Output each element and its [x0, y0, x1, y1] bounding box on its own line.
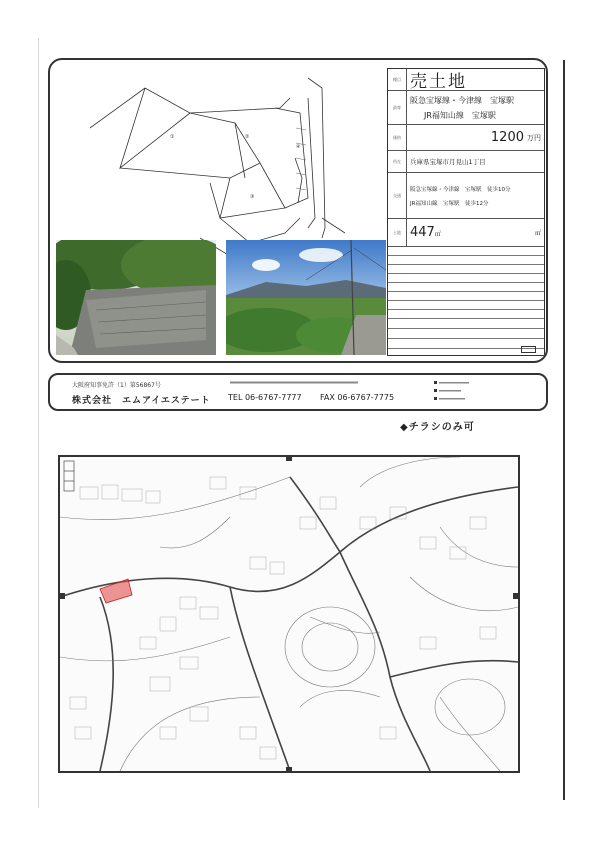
service-list-fine-print	[434, 379, 484, 407]
stamp-box	[521, 346, 536, 353]
label-cell: 土地	[388, 219, 407, 246]
company-name: 株式会社 エムアイエステート	[72, 396, 211, 406]
detail-rows	[388, 247, 544, 319]
scan-edge-right	[563, 60, 565, 800]
company-footer	[48, 373, 548, 411]
land-area-right-unit: ㎡	[534, 230, 541, 237]
svg-text:④: ④	[296, 144, 301, 150]
listing-title: 売土地	[410, 72, 467, 92]
map-drawing	[60, 457, 518, 771]
flyer-only-note: ◆チラシのみ可	[400, 422, 475, 433]
site-photo-view	[226, 240, 386, 355]
company-address-fine-print	[230, 380, 360, 386]
remarks-rows	[388, 319, 544, 349]
property-flyer	[48, 58, 548, 363]
label-cell: 所在	[388, 151, 407, 172]
access-line-2: JR福知山線 宝塚駅 徒歩12分	[410, 200, 489, 207]
svg-text:①: ①	[170, 134, 175, 140]
land-area-value: 447	[410, 225, 435, 240]
property-info-table	[387, 68, 545, 356]
label-cell: 価格	[388, 125, 407, 150]
land-area-unit: ㎡	[434, 231, 441, 238]
fine-print-scribble	[230, 380, 360, 385]
site-photo-wall	[56, 240, 216, 355]
svg-text:③: ③	[250, 194, 255, 200]
price-value: 1200	[490, 130, 524, 145]
license-number: 大阪府知事免許（1）第56867号	[72, 382, 161, 389]
station-line-2: JR福知山線 宝塚駅	[424, 110, 496, 120]
company-fax: FAX 06-6767-7775	[320, 393, 395, 402]
access-line-1: 阪急宝塚線・今津線 宝塚駅 徒歩10分	[410, 186, 511, 193]
label-cell: 最寄	[388, 91, 407, 124]
label-cell: 交通	[388, 173, 407, 218]
company-tel: TEL 06-6767-7777	[228, 393, 302, 402]
label-cell: 種目	[388, 69, 407, 90]
location-map	[58, 455, 520, 773]
svg-text:②: ②	[245, 134, 250, 140]
property-address: 兵庫県宝塚市月見山1丁目	[410, 158, 486, 166]
price-unit: 万円	[527, 133, 541, 142]
station-line-1: 阪急宝塚線・今津線 宝塚駅	[410, 95, 514, 105]
